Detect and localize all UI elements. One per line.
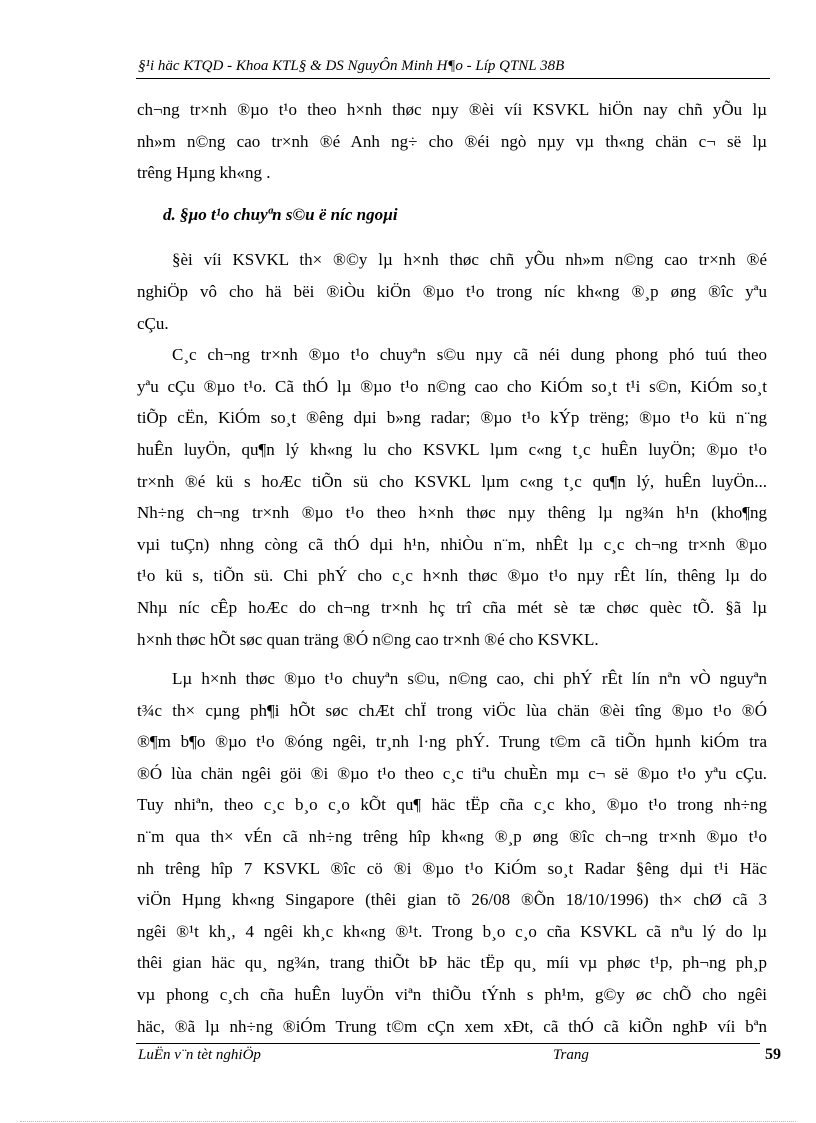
text-line: ngêi ®¹t kh¸, 4 ngêi kh¸c kh«ng ®¹t. Trong b¸o c¸o cña KSVKL cã nªu lý do lµ: [137, 921, 767, 941]
text-line: n¨m qua th× vÉn cã nh÷ng trêng hîp kh«ng ®¸p øng ®îc ch¬ng tr×nh ®µo t¹o: [137, 827, 767, 847]
text-line: vµ phong c¸ch cña huÊn luyÖn viªn thiÕu tÝnh s ph¹m, g©y øc chÕ cho ngêi: [137, 985, 767, 1005]
text-line: vµi tuÇn) nhng còng cã thÓ dµi h¹n, nhiÒu n¨m, nhÊt lµ c¸c ch¬ng tr×nh ®µo: [137, 534, 767, 554]
text-line: thêi gian häc qu¸ ng¾n, trang thiÕt bÞ häc tËp qu¸ míi vµ phøc t¹p, ph¬ng ph¸p: [137, 953, 767, 973]
footer-divider: [136, 1043, 760, 1044]
text-line: Tuy nhiªn, theo c¸c b¸o c¸o kÕt qu¶ häc tËp cña c¸c kho¸ ®µo t¹o trong nh÷ng: [137, 795, 767, 815]
text-line: tr×nh ®é kü s hoÆc tiÕn sü cho KSVKL lµm c«ng t¸c qu¶n lý, huÊn luyÖn...: [137, 471, 767, 491]
text-line: huÊn luyÖn, qu¶n lý kh«ng lu cho KSVKL lµm c«ng t¸c huÊn luyÖn; ®µo t¹o: [137, 439, 767, 459]
text-line: ®Ó lùa chän ngêi göi ®i ®µo t¹o theo c¸c tiªu chuÈn mµ c¬ së ®µo t¹o yªu cÇu.: [137, 763, 767, 783]
text-line: viÖn Hµng kh«ng Singapore (thêi gian tõ 26/08 ®Õn 18/10/1996) th× chØ cã 3: [137, 890, 767, 910]
text-line: t¾c th× cµng ph¶i hÕt søc chÆt chÏ trong viÖc lùa chän ®èi tîng ®µo t¹o ®Ó: [137, 700, 767, 720]
paragraph: [137, 94, 767, 189]
page-edge-dotted-line: [20, 1121, 796, 1122]
text-line: ®¶m b¶o ®µo t¹o ®óng ngêi, tr¸nh l·ng phÝ. Trung t©m cã tiÕn hµnh kiÓm tra: [137, 732, 767, 752]
text-line: Lµ h×nh thøc ®µo t¹o chuyªn s©u, n©ng cao, chi phÝ rÊt lín nªn vÒ nguyªn: [172, 669, 767, 689]
text-line: Nhµ níc cÊp hoÆc do ch¬ng tr×nh hç trî cña mét sè tæ chøc quèc tÕ. §ã lµ: [137, 597, 767, 617]
text-line: tiÕp cËn, KiÓm so¸t ®êng dµi b»ng radar; ®µo t¹o kÝp trëng; ®µo t¹o kü n¨ng: [137, 408, 767, 428]
section-heading: d. §µo t¹o chuyªn s©u ë níc ngoµi: [163, 204, 398, 224]
paragraph: [137, 339, 767, 655]
text-line: trêng Hµng kh«ng .: [137, 163, 271, 183]
text-line: §èi víi KSVKL th× ®©y lµ h×nh thøc chñ yÕu nh»m n©ng cao tr×nh ®é: [172, 250, 767, 270]
footer-page-label: Trang: [553, 1047, 589, 1063]
text-line: nh»m n©ng cao tr×nh ®é Anh ng÷ cho ®éi ngò nµy vµ th«ng chän c¬ së lµ: [137, 131, 767, 151]
running-header: §¹i häc KTQD - Khoa KTL§ & DS NguyÔn Minh H¶o - Líp QTNL 38B: [138, 58, 565, 74]
document-body: [137, 94, 767, 1042]
paragraph: [137, 244, 767, 339]
page-number: 59: [765, 1046, 781, 1063]
text-line: häc, ®ã lµ nh÷ng ®iÓm Trung t©m cÇn xem xÐt, cã thÓ cã kiÕn nghÞ víi bªn: [137, 1016, 767, 1036]
text-line: nh trêng hîp 7 KSVKL ®îc cö ®i ®µo t¹o KiÓm so¸t Radar §êng dµi t¹i Häc: [137, 858, 767, 878]
text-line: nghiÖp vô cho hä bëi ®iÒu kiÖn ®µo t¹o trong níc kh«ng ®¸p øng ®îc yªu: [137, 281, 767, 301]
text-line: Nh÷ng ch¬ng tr×nh ®µo t¹o theo h×nh thøc nµy thêng lµ ng¾n h¹n (kho¶ng: [137, 503, 767, 523]
paragraph: [137, 663, 767, 1042]
text-line: cÇu.: [137, 313, 169, 333]
text-line: yªu cÇu ®µo t¹o. Cã thÓ lµ ®µo t¹o n©ng cao cho KiÓm so¸t t¹i s©n, KiÓm so¸t: [137, 376, 767, 396]
text-line: ch¬ng tr×nh ®µo t¹o theo h×nh thøc nµy ®èi víi KSVKL hiÖn nay chñ yÕu lµ: [137, 100, 767, 119]
text-line: h×nh thøc hÕt søc quan träng ®Ó n©ng cao tr×nh ®é cho KSVKL.: [137, 629, 599, 649]
text-line: C¸c ch¬ng tr×nh ®µo t¹o chuyªn s©u nµy cã néi dung phong phó tuú theo: [172, 345, 767, 365]
footer-title: LuËn v¨n tèt nghiÖp: [138, 1047, 261, 1063]
header-divider: [136, 78, 770, 79]
text-line: t¹o kü s, tiÕn sü. Chi phÝ cho c¸c h×nh thøc ®µo t¹o nµy rÊt lín, thêng lµ do: [137, 566, 767, 586]
